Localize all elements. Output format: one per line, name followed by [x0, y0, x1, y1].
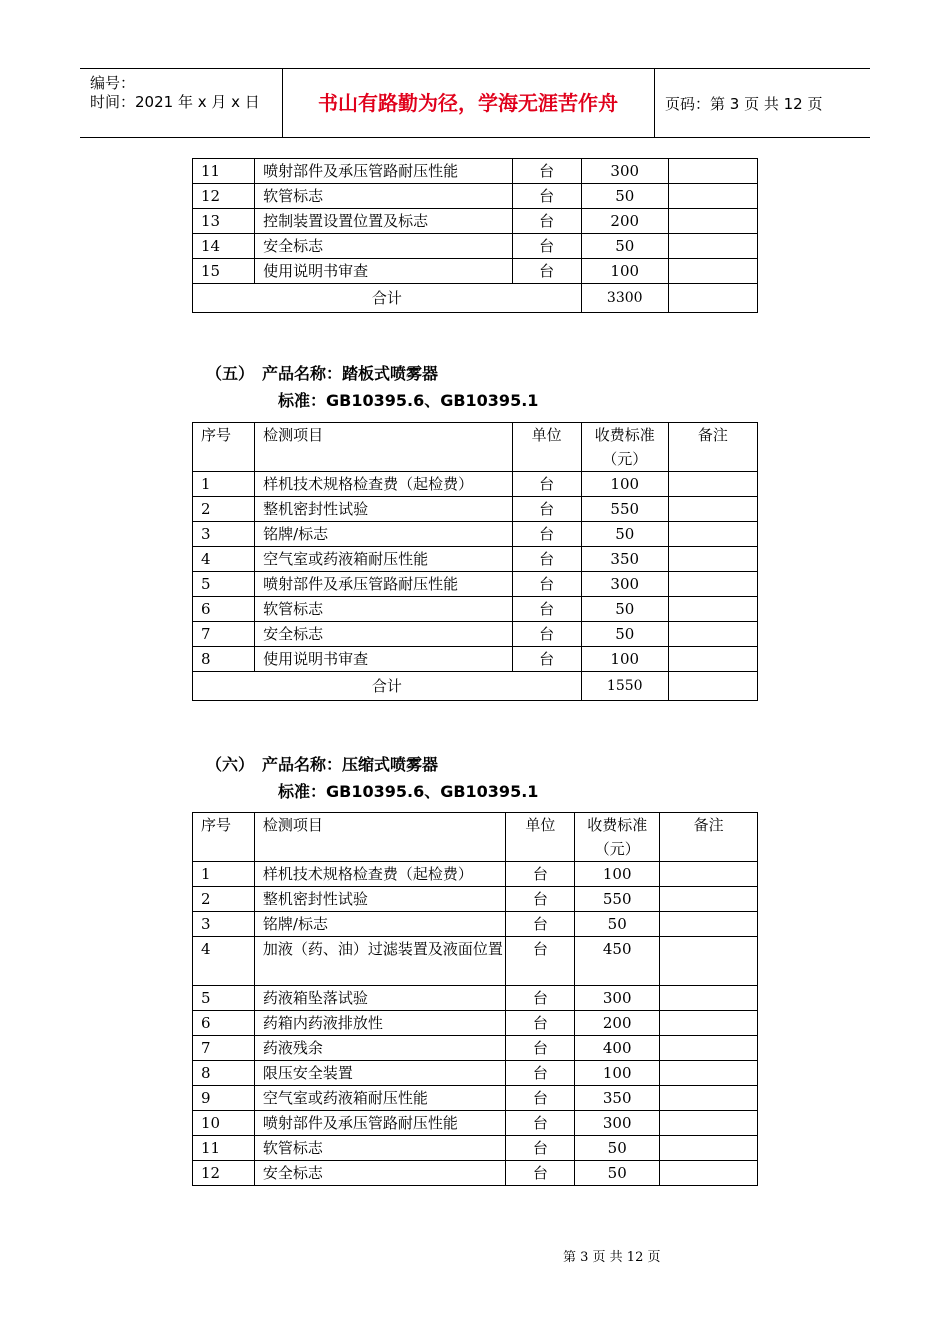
table-row: [193, 862, 758, 887]
cell-item: 安全标志: [254, 1161, 506, 1186]
cell-no: 8: [193, 1061, 255, 1086]
cell-fee: 50: [581, 184, 668, 209]
table-row: [193, 234, 758, 259]
cell-item: 加液（药、油）过滤装置及液面位置: [254, 937, 506, 986]
cell-unit: 台: [506, 986, 575, 1011]
cell-note: [660, 937, 758, 986]
cell-fee: 300: [575, 986, 660, 1011]
table-row: [193, 912, 758, 937]
cell-fee: 200: [581, 209, 668, 234]
table-row: [193, 1086, 758, 1111]
cell-fee: 100: [581, 647, 668, 672]
section5-title: （五） 产品名称：踏板式喷雾器: [206, 364, 439, 383]
cell-no: 2: [193, 497, 255, 522]
total-row: [193, 284, 758, 313]
cell-unit: 台: [506, 912, 575, 937]
cell-note: [660, 986, 758, 1011]
section6-title: （六） 产品名称：压缩式喷雾器: [206, 755, 439, 774]
cell-fee: 200: [575, 1011, 660, 1036]
header-note: 备注: [660, 813, 758, 862]
cell-unit: 台: [512, 209, 581, 234]
total-label: 合计: [193, 672, 582, 701]
cell-no: 3: [193, 912, 255, 937]
cell-no: 1: [193, 472, 255, 497]
cell-fee: 50: [575, 1161, 660, 1186]
table-row: [193, 209, 758, 234]
section5-standard: 标准：GB10395.6、GB10395.1: [278, 391, 539, 410]
cell-no: 8: [193, 647, 255, 672]
page-footer: 第 3 页 共 12 页: [563, 1250, 661, 1265]
cell-fee: 450: [575, 937, 660, 986]
cell-unit: 台: [506, 1086, 575, 1111]
cell-no: 12: [193, 184, 255, 209]
cell-fee: 50: [575, 912, 660, 937]
cell-unit: 台: [512, 259, 581, 284]
cell-item: 空气室或药液箱耐压性能: [254, 1086, 506, 1111]
cell-no: 2: [193, 887, 255, 912]
table-header-row: [193, 423, 758, 472]
cell-note: [668, 472, 757, 497]
cell-no: 5: [193, 986, 255, 1011]
page-header: [80, 68, 870, 138]
table-row: [193, 1036, 758, 1061]
cell-item: 安全标志: [255, 622, 512, 647]
cell-no: 4: [193, 937, 255, 986]
cell-note: [660, 1011, 758, 1036]
cell-no: 6: [193, 1011, 255, 1036]
header-unit: 单位: [512, 423, 581, 472]
table-row: [193, 159, 758, 184]
cell-unit: 台: [512, 497, 581, 522]
cell-fee: 50: [581, 522, 668, 547]
cell-item: 药液残余: [254, 1036, 506, 1061]
cell-fee: 350: [575, 1086, 660, 1111]
cell-no: 1: [193, 862, 255, 887]
header-unit: 单位: [506, 813, 575, 862]
cell-item: 铭牌/标志: [255, 522, 512, 547]
cell-unit: 台: [512, 234, 581, 259]
cell-item: 样机技术规格检查费（起检费）: [254, 862, 506, 887]
header-item: 检测项目: [255, 423, 512, 472]
cell-note: [660, 1036, 758, 1061]
table-row: [193, 647, 758, 672]
cell-no: 13: [193, 209, 255, 234]
cell-unit: 台: [512, 472, 581, 497]
table-row: [193, 1111, 758, 1136]
cell-item: 喷射部件及承压管路耐压性能: [254, 1111, 506, 1136]
total-label: 合计: [193, 284, 582, 313]
cell-unit: 台: [512, 184, 581, 209]
section6-standard: 标准：GB10395.6、GB10395.1: [278, 782, 539, 801]
cell-note: [668, 622, 757, 647]
cell-note: [668, 597, 757, 622]
header-item: 检测项目: [254, 813, 506, 862]
cell-unit: 台: [512, 572, 581, 597]
cell-item: 限压安全装置: [254, 1061, 506, 1086]
cell-no: 4: [193, 547, 255, 572]
cell-fee: 50: [581, 622, 668, 647]
page-label: 页码：第 3 页 共 12 页: [665, 95, 823, 113]
cell-item: 整机密封性试验: [255, 497, 512, 522]
cell-unit: 台: [512, 597, 581, 622]
cell-unit: 台: [512, 647, 581, 672]
cell-fee: 100: [575, 862, 660, 887]
cell-no: 6: [193, 597, 255, 622]
cell-item: 铭牌/标志: [254, 912, 506, 937]
cell-item: 安全标志: [255, 234, 512, 259]
fee-table-section6: [192, 812, 758, 1186]
cell-fee: 50: [581, 234, 668, 259]
cell-no: 3: [193, 522, 255, 547]
total-note: [668, 284, 757, 313]
cell-item: 空气室或药液箱耐压性能: [255, 547, 512, 572]
cell-unit: 台: [512, 622, 581, 647]
table-row: [193, 1011, 758, 1036]
cell-note: [668, 209, 757, 234]
cell-note: [660, 1086, 758, 1111]
cell-fee: 300: [575, 1111, 660, 1136]
fee-table-continued: [192, 158, 758, 313]
table-row: [193, 472, 758, 497]
cell-unit: 台: [512, 159, 581, 184]
total-value: 3300: [581, 284, 668, 313]
header-note: 备注: [668, 423, 757, 472]
cell-item: 使用说明书审查: [255, 647, 512, 672]
cell-fee: 100: [575, 1061, 660, 1086]
cell-fee: 50: [581, 597, 668, 622]
header-page-box: [654, 69, 871, 137]
cell-unit: 台: [506, 862, 575, 887]
cell-unit: 台: [506, 1161, 575, 1186]
header-fee: 收费标准（元）: [581, 423, 668, 472]
header-fee: 收费标准（元）: [575, 813, 660, 862]
cell-fee: 100: [581, 472, 668, 497]
table-header-row: [193, 813, 758, 862]
cell-item: 软管标志: [255, 597, 512, 622]
cell-note: [668, 497, 757, 522]
cell-no: 15: [193, 259, 255, 284]
cell-item: 样机技术规格检查费（起检费）: [255, 472, 512, 497]
cell-note: [660, 912, 758, 937]
cell-unit: 台: [512, 522, 581, 547]
cell-item: 药液箱坠落试验: [254, 986, 506, 1011]
table-row: [193, 1061, 758, 1086]
cell-no: 11: [193, 1136, 255, 1161]
cell-unit: 台: [506, 937, 575, 986]
cell-no: 7: [193, 1036, 255, 1061]
cell-unit: 台: [506, 1036, 575, 1061]
cell-note: [660, 1111, 758, 1136]
cell-note: [668, 572, 757, 597]
header-meta: [80, 69, 283, 137]
table-row: [193, 986, 758, 1011]
cell-note: [660, 862, 758, 887]
cell-unit: 台: [506, 1136, 575, 1161]
cell-fee: 50: [575, 1136, 660, 1161]
cell-no: 14: [193, 234, 255, 259]
table-row: [193, 887, 758, 912]
cell-fee: 550: [575, 887, 660, 912]
cell-item: 药箱内药液排放性: [254, 1011, 506, 1036]
cell-fee: 350: [581, 547, 668, 572]
cell-note: [660, 1161, 758, 1186]
cell-note: [660, 887, 758, 912]
cell-unit: 台: [512, 547, 581, 572]
cell-item: 喷射部件及承压管路耐压性能: [255, 159, 512, 184]
cell-fee: 400: [575, 1036, 660, 1061]
cell-fee: 300: [581, 572, 668, 597]
total-note: [668, 672, 757, 701]
cell-no: 11: [193, 159, 255, 184]
cell-no: 12: [193, 1161, 255, 1186]
cell-item: 软管标志: [254, 1136, 506, 1161]
cell-unit: 台: [506, 887, 575, 912]
cell-no: 9: [193, 1086, 255, 1111]
cell-note: [668, 522, 757, 547]
fee-table-section5: [192, 422, 758, 701]
cell-no: 10: [193, 1111, 255, 1136]
cell-fee: 100: [581, 259, 668, 284]
table-row: [193, 184, 758, 209]
header-motto: 书山有路勤为径，学海无涯苦作舟: [318, 91, 618, 115]
cell-unit: 台: [506, 1011, 575, 1036]
cell-fee: 550: [581, 497, 668, 522]
cell-note: [668, 159, 757, 184]
total-value: 1550: [581, 672, 668, 701]
table-row: [193, 1136, 758, 1161]
table-row: [193, 259, 758, 284]
cell-note: [668, 259, 757, 284]
cell-note: [668, 234, 757, 259]
cell-note: [660, 1136, 758, 1161]
serial-label: 编号：: [90, 74, 136, 92]
header-no: 序号: [193, 813, 255, 862]
cell-no: 7: [193, 622, 255, 647]
cell-item: 控制装置设置位置及标志: [255, 209, 512, 234]
cell-note: [668, 647, 757, 672]
cell-unit: 台: [506, 1061, 575, 1086]
cell-item: 整机密封性试验: [254, 887, 506, 912]
time-label: 时间：2021 年 x 月 x 日: [90, 93, 260, 111]
cell-item: 喷射部件及承压管路耐压性能: [255, 572, 512, 597]
header-no: 序号: [193, 423, 255, 472]
table-row: [193, 597, 758, 622]
cell-note: [660, 1061, 758, 1086]
table-row: [193, 522, 758, 547]
cell-unit: 台: [506, 1111, 575, 1136]
cell-item: 软管标志: [255, 184, 512, 209]
table-row: [193, 497, 758, 522]
table-row: [193, 1161, 758, 1186]
cell-note: [668, 184, 757, 209]
cell-fee: 300: [581, 159, 668, 184]
cell-item: 使用说明书审查: [255, 259, 512, 284]
total-row: [193, 672, 758, 701]
cell-no: 5: [193, 572, 255, 597]
table-row: [193, 572, 758, 597]
table-row: [193, 547, 758, 572]
table-row: [193, 622, 758, 647]
cell-note: [668, 547, 757, 572]
table-row: [193, 937, 758, 986]
